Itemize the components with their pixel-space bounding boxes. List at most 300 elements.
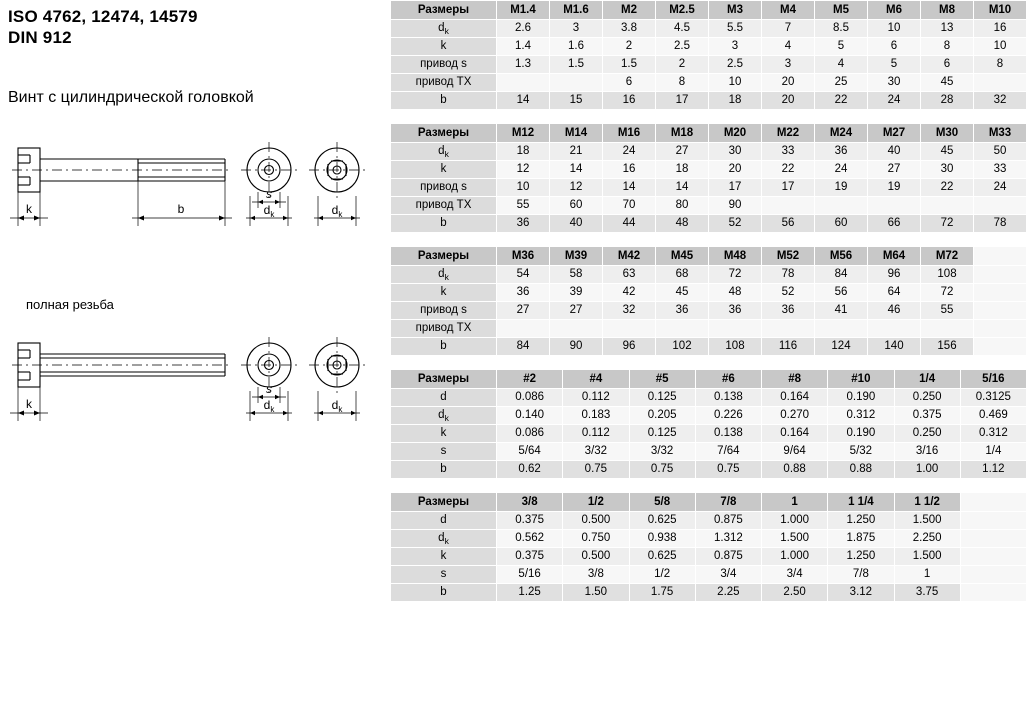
row-label: b <box>391 584 497 602</box>
header-size-5: 1 <box>762 493 828 512</box>
cell: 0.62 <box>497 461 563 479</box>
row-label: s <box>391 443 497 461</box>
cell: 116 <box>762 338 815 356</box>
row-label: b <box>391 461 497 479</box>
cell: 42 <box>603 284 656 302</box>
header-size-1: M1.4 <box>497 1 550 20</box>
cell <box>974 266 1027 284</box>
cell: 7/8 <box>828 566 894 584</box>
cell: 2.5 <box>709 56 762 74</box>
table-row <box>391 266 1027 284</box>
cell: 1.3 <box>497 56 550 74</box>
cell: 0.312 <box>828 407 894 425</box>
cell: 50 <box>974 143 1027 161</box>
cell: 1.000 <box>762 512 828 530</box>
table-row <box>391 512 1027 530</box>
table-row <box>391 530 1027 548</box>
header-size-3: M42 <box>603 247 656 266</box>
header-size-9: M72 <box>921 247 974 266</box>
table-5 <box>390 492 1027 602</box>
cell: 0.312 <box>960 425 1026 443</box>
cell: 40 <box>550 215 603 233</box>
cell: 58 <box>550 266 603 284</box>
cell <box>974 338 1027 356</box>
cell: 8 <box>656 74 709 92</box>
header-size-5: M48 <box>709 247 762 266</box>
cell: 14 <box>603 179 656 197</box>
cell: 0.190 <box>828 389 894 407</box>
cell <box>921 197 974 215</box>
cell: 25 <box>815 74 868 92</box>
header-size-8: M27 <box>868 124 921 143</box>
title-block <box>8 6 368 48</box>
header-size-9: M30 <box>921 124 974 143</box>
cell: 1.250 <box>828 512 894 530</box>
cell: 18 <box>497 143 550 161</box>
header-rowlabel: Размеры <box>391 247 497 266</box>
cell: 2.50 <box>762 584 828 602</box>
table-row <box>391 74 1027 92</box>
cell: 1.500 <box>762 530 828 548</box>
cell: 0.875 <box>695 548 761 566</box>
cell: 6 <box>603 74 656 92</box>
cell: 2 <box>656 56 709 74</box>
dimension-tables <box>390 0 1034 615</box>
row-label: b <box>391 215 497 233</box>
cell: 19 <box>868 179 921 197</box>
table-row <box>391 38 1027 56</box>
cell: 84 <box>815 266 868 284</box>
table-header-row <box>391 370 1027 389</box>
header-size-7: M56 <box>815 247 868 266</box>
header-size-5: #8 <box>762 370 828 389</box>
cell: 108 <box>921 266 974 284</box>
table-header-row <box>391 247 1027 266</box>
cell: 140 <box>868 338 921 356</box>
table-row <box>391 56 1027 74</box>
cell: 0.938 <box>629 530 695 548</box>
dim-label-dk-3: $d_k$ <box>263 398 275 414</box>
cell: 0.226 <box>695 407 761 425</box>
header-size-4: M45 <box>656 247 709 266</box>
cell: 66 <box>868 215 921 233</box>
cell: 10 <box>868 20 921 38</box>
cell: 1.000 <box>762 548 828 566</box>
cell <box>974 74 1027 92</box>
header-size-8: M6 <box>868 1 921 20</box>
cell: 63 <box>603 266 656 284</box>
cell: 1.5 <box>603 56 656 74</box>
cell: 0.140 <box>497 407 563 425</box>
header-size-3: M2 <box>603 1 656 20</box>
cell: 0.625 <box>629 548 695 566</box>
cell: 1 <box>894 566 960 584</box>
row-label: привод TX <box>391 320 497 338</box>
cell: 0.625 <box>629 512 695 530</box>
table-1 <box>390 0 1027 110</box>
cell: 0.375 <box>497 548 563 566</box>
header-size-6: #10 <box>828 370 894 389</box>
cell: 0.875 <box>695 512 761 530</box>
header-size-8: 5/16 <box>960 370 1026 389</box>
cell: 3/16 <box>894 443 960 461</box>
table-row <box>391 143 1027 161</box>
cell: 2.6 <box>497 20 550 38</box>
screw-drawing-partial-thread <box>0 130 372 265</box>
row-label: $d_k$ <box>391 20 497 38</box>
table-row <box>391 302 1027 320</box>
cell: 0.250 <box>894 389 960 407</box>
cell: 1.50 <box>563 584 629 602</box>
cell: 1.00 <box>894 461 960 479</box>
row-label: $d_k$ <box>391 143 497 161</box>
header-size-10 <box>974 247 1027 266</box>
table-row <box>391 566 1027 584</box>
cell: 124 <box>815 338 868 356</box>
cell: 21 <box>550 143 603 161</box>
table-row <box>391 338 1027 356</box>
header-size-2: #4 <box>563 370 629 389</box>
dim-label-dk-1: $d_k$ <box>263 203 275 219</box>
cell: 0.562 <box>497 530 563 548</box>
table-row <box>391 215 1027 233</box>
cell: 72 <box>921 284 974 302</box>
cell: 78 <box>974 215 1027 233</box>
dim-label-k-2: k <box>26 397 32 411</box>
cell: 0.112 <box>563 389 629 407</box>
row-label: $d_k$ <box>391 407 497 425</box>
row-label: привод TX <box>391 74 497 92</box>
cell: 16 <box>974 20 1027 38</box>
header-size-5: M20 <box>709 124 762 143</box>
row-label: d <box>391 512 497 530</box>
cell: 0.270 <box>762 407 828 425</box>
row-label: k <box>391 548 497 566</box>
cell: 3/4 <box>695 566 761 584</box>
cell <box>974 284 1027 302</box>
row-label: b <box>391 92 497 110</box>
cell: 14 <box>656 179 709 197</box>
header-size-1: 3/8 <box>497 493 563 512</box>
cell: 0.88 <box>762 461 828 479</box>
cell: 0.086 <box>497 389 563 407</box>
cell <box>960 584 1026 602</box>
cell: 0.250 <box>894 425 960 443</box>
row-label: привод TX <box>391 197 497 215</box>
cell: 0.138 <box>695 389 761 407</box>
cell <box>974 197 1027 215</box>
cell: 32 <box>974 92 1027 110</box>
cell: 1/2 <box>629 566 695 584</box>
cell: 27 <box>868 161 921 179</box>
cell: 17 <box>709 179 762 197</box>
cell: 78 <box>762 266 815 284</box>
table-row <box>391 584 1027 602</box>
cell: 27 <box>550 302 603 320</box>
cell: 3/32 <box>629 443 695 461</box>
table-row <box>391 20 1027 38</box>
header-size-4: M2.5 <box>656 1 709 20</box>
header-rowlabel: Размеры <box>391 370 497 389</box>
cell <box>656 320 709 338</box>
cell: 0.500 <box>563 512 629 530</box>
row-label: d <box>391 389 497 407</box>
header-rowlabel: Размеры <box>391 493 497 512</box>
cell: 18 <box>656 161 709 179</box>
cell <box>960 548 1026 566</box>
cell: 5/64 <box>497 443 563 461</box>
dim-label-k-1: k <box>26 202 32 216</box>
cell: 0.75 <box>629 461 695 479</box>
doc-subtitle: Винт с цилиндрической головкой <box>8 89 254 106</box>
cell: 27 <box>656 143 709 161</box>
cell: 68 <box>656 266 709 284</box>
cell: 39 <box>550 284 603 302</box>
cell: 1.4 <box>497 38 550 56</box>
cell: 16 <box>603 92 656 110</box>
cell <box>815 320 868 338</box>
doc-title-line-1: ISO 4762, 12474, 14579 <box>8 7 198 26</box>
cell: 56 <box>815 284 868 302</box>
header-size-7: 1/4 <box>894 370 960 389</box>
cell: 1/4 <box>960 443 1026 461</box>
table-row <box>391 389 1027 407</box>
cell: 36 <box>497 284 550 302</box>
cell <box>974 320 1027 338</box>
cell: 36 <box>497 215 550 233</box>
screw-drawing-full-thread <box>0 325 372 445</box>
cell: 0.125 <box>629 389 695 407</box>
cell: 4.5 <box>656 20 709 38</box>
cell: 96 <box>603 338 656 356</box>
cell: 84 <box>497 338 550 356</box>
header-size-7: M5 <box>815 1 868 20</box>
cell: 12 <box>497 161 550 179</box>
left-column <box>0 0 380 703</box>
cell: 1.500 <box>894 548 960 566</box>
table-row <box>391 443 1027 461</box>
table-row <box>391 461 1027 479</box>
cell: 36 <box>656 302 709 320</box>
cell: 5 <box>868 56 921 74</box>
cell: 3 <box>762 56 815 74</box>
cell <box>960 512 1026 530</box>
cell: 7 <box>762 20 815 38</box>
table-header-row <box>391 493 1027 512</box>
header-size-3: #5 <box>629 370 695 389</box>
cell: 44 <box>603 215 656 233</box>
cell <box>603 320 656 338</box>
cell: 24 <box>868 92 921 110</box>
table-row <box>391 179 1027 197</box>
cell: 6 <box>921 56 974 74</box>
row-label: привод s <box>391 56 497 74</box>
cell: 33 <box>974 161 1027 179</box>
table-header-row <box>391 1 1027 20</box>
header-size-7: 1 1/2 <box>894 493 960 512</box>
table-3 <box>390 246 1027 356</box>
dimension-table-5 <box>390 492 1034 602</box>
row-label: k <box>391 38 497 56</box>
cell <box>762 320 815 338</box>
row-label: $d_k$ <box>391 266 497 284</box>
header-size-3: M16 <box>603 124 656 143</box>
cell: 108 <box>709 338 762 356</box>
cell: 5.5 <box>709 20 762 38</box>
cell: 10 <box>709 74 762 92</box>
cell: 56 <box>762 215 815 233</box>
cell: 14 <box>550 161 603 179</box>
cell: 46 <box>868 302 921 320</box>
cell: 48 <box>656 215 709 233</box>
cell: 102 <box>656 338 709 356</box>
cell <box>960 566 1026 584</box>
cell: 0.164 <box>762 425 828 443</box>
cell: 24 <box>603 143 656 161</box>
cell: 0.75 <box>695 461 761 479</box>
cell: 5/16 <box>497 566 563 584</box>
cell <box>497 320 550 338</box>
header-rowlabel: Размеры <box>391 1 497 20</box>
dim-label-dk-2: $d_k$ <box>331 203 343 219</box>
cell: 14 <box>497 92 550 110</box>
cell: 90 <box>709 197 762 215</box>
header-size-4: 7/8 <box>695 493 761 512</box>
dim-label-dk-4: $d_k$ <box>331 398 343 414</box>
cell: 19 <box>815 179 868 197</box>
cell: 15 <box>550 92 603 110</box>
cell: 156 <box>921 338 974 356</box>
cell: 2.5 <box>656 38 709 56</box>
cell: 4 <box>762 38 815 56</box>
header-size-6: M4 <box>762 1 815 20</box>
header-size-10: M10 <box>974 1 1027 20</box>
header-size-7: M24 <box>815 124 868 143</box>
cell: 96 <box>868 266 921 284</box>
dim-label-s-1: s <box>266 187 272 201</box>
cell: 48 <box>709 284 762 302</box>
cell: 2.250 <box>894 530 960 548</box>
cell: 0.138 <box>695 425 761 443</box>
cell: 41 <box>815 302 868 320</box>
cell: 0.750 <box>563 530 629 548</box>
cell: 45 <box>921 74 974 92</box>
table-row <box>391 407 1027 425</box>
row-label: привод s <box>391 179 497 197</box>
cell <box>960 530 1026 548</box>
table-row <box>391 320 1027 338</box>
cell: 1.75 <box>629 584 695 602</box>
cell: 3.75 <box>894 584 960 602</box>
row-label: k <box>391 425 497 443</box>
cell: 24 <box>815 161 868 179</box>
cell: 64 <box>868 284 921 302</box>
cell <box>550 74 603 92</box>
cell <box>974 302 1027 320</box>
header-size-2: 1/2 <box>563 493 629 512</box>
header-size-8 <box>960 493 1026 512</box>
cell: 13 <box>921 20 974 38</box>
cell: 1.12 <box>960 461 1026 479</box>
cell: 0.3125 <box>960 389 1026 407</box>
cell: 1.5 <box>550 56 603 74</box>
cell: 8 <box>921 38 974 56</box>
cell: 22 <box>815 92 868 110</box>
cell: 30 <box>709 143 762 161</box>
cell <box>550 320 603 338</box>
header-size-5: M3 <box>709 1 762 20</box>
cell: 24 <box>974 179 1027 197</box>
cell: 7/64 <box>695 443 761 461</box>
cell: 54 <box>497 266 550 284</box>
cell: 40 <box>868 143 921 161</box>
header-size-8: M64 <box>868 247 921 266</box>
cell: 1.250 <box>828 548 894 566</box>
cell: 0.112 <box>563 425 629 443</box>
row-label: k <box>391 284 497 302</box>
cell: 18 <box>709 92 762 110</box>
header-size-4: #6 <box>695 370 761 389</box>
cell: 3 <box>709 38 762 56</box>
dimension-table-2 <box>390 123 1034 233</box>
cell: 20 <box>762 92 815 110</box>
cell: 45 <box>921 143 974 161</box>
cell: 28 <box>921 92 974 110</box>
cell: 0.469 <box>960 407 1026 425</box>
cell: 17 <box>762 179 815 197</box>
cell: 1.6 <box>550 38 603 56</box>
cell: 30 <box>921 161 974 179</box>
header-size-6: M52 <box>762 247 815 266</box>
cell: 1.312 <box>695 530 761 548</box>
row-label: $d_k$ <box>391 530 497 548</box>
header-size-4: M18 <box>656 124 709 143</box>
cell: 52 <box>762 284 815 302</box>
cell: 3/32 <box>563 443 629 461</box>
cell <box>497 74 550 92</box>
cell: 0.375 <box>497 512 563 530</box>
cell: 8.5 <box>815 20 868 38</box>
cell: 20 <box>762 74 815 92</box>
table-row <box>391 92 1027 110</box>
header-size-3: 5/8 <box>629 493 695 512</box>
note-full-thread: полная резьба <box>26 297 114 312</box>
cell: 6 <box>868 38 921 56</box>
dimension-table-1 <box>390 0 1034 110</box>
header-size-1: #2 <box>497 370 563 389</box>
header-size-1: M36 <box>497 247 550 266</box>
header-size-10: M33 <box>974 124 1027 143</box>
cell <box>709 320 762 338</box>
cell: 32 <box>603 302 656 320</box>
cell: 5/32 <box>828 443 894 461</box>
row-label: s <box>391 566 497 584</box>
cell: 3/4 <box>762 566 828 584</box>
cell: 36 <box>709 302 762 320</box>
table-row <box>391 284 1027 302</box>
cell <box>921 320 974 338</box>
header-size-2: M1.6 <box>550 1 603 20</box>
cell: 0.125 <box>629 425 695 443</box>
cell: 36 <box>815 143 868 161</box>
cell: 27 <box>497 302 550 320</box>
dim-label-b-1: b <box>177 202 185 216</box>
table-row <box>391 161 1027 179</box>
cell: 70 <box>603 197 656 215</box>
header-size-6: M22 <box>762 124 815 143</box>
header-size-6: 1 1/4 <box>828 493 894 512</box>
cell: 4 <box>815 56 868 74</box>
